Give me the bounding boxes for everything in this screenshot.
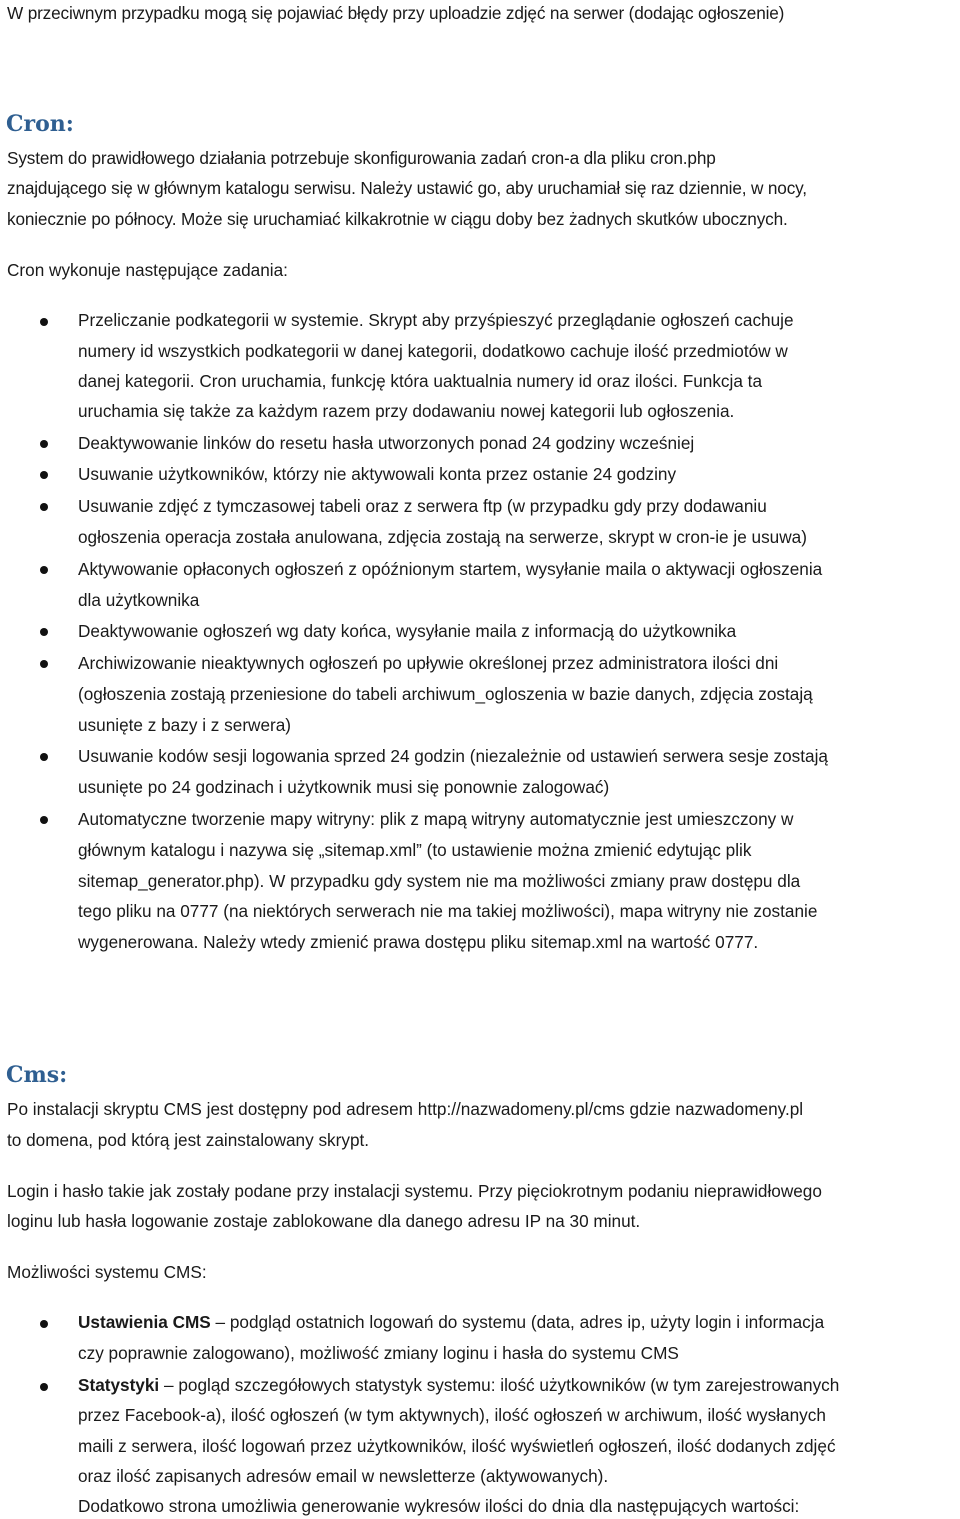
cron-task-line: Usuwanie kodów sesji logowania sprzed 24 godzin (niezależnie od ustawień serwera sesje zostają	[78, 746, 828, 766]
cron-task-line: usunięte z bazy i z serwera)	[78, 715, 292, 735]
cms-feature-title: Ustawienia CMS	[78, 1312, 211, 1332]
cms-login-line: loginu lub hasła logowanie zostaje zablokowane dla danego adresu IP na 30 minut.	[7, 1211, 641, 1231]
cms-feature-line: maili z serwera, ilość logowań przez użytkowników, ilość wyświetleń ogłoszeń, ilość dodanych zdjęć	[78, 1436, 836, 1456]
cron-intro-line: znajdującego się w głównym katalogu serwisu. Należy ustawić go, aby uruchamiał się raz dziennie, w nocy,	[7, 178, 807, 198]
bullet-icon	[40, 660, 48, 668]
cms-intro-line: to domena, pod którą jest zainstalowany skrypt.	[7, 1130, 370, 1150]
cron-intro-line: koniecznie po północy. Może się uruchamiać kilkakrotnie w ciągu doby bez żadnych skutków ubocznych.	[7, 209, 788, 229]
cms-heading: Cms:	[6, 1062, 68, 1088]
cms-feature-text: – pogląd szczegółowych statystyk systemu: ilość użytkowników (w tym zarejestrowanych	[159, 1375, 840, 1395]
bullet-icon	[40, 471, 48, 479]
cron-task-line: tego pliku na 0777 (na niektórych serwerach nie ma takiej możliwości), mapa witryny nie zostanie	[78, 901, 818, 921]
cron-task-line: numery id wszystkich podkategorii w danej kategorii, dodatkowo cachuje ilość przedmiotów w	[78, 341, 788, 361]
cron-task-line: Deaktywowanie ogłoszeń wg daty końca, wysyłanie maila z informacją do użytkownika	[78, 621, 737, 641]
cron-task-line: wygenerowana. Należy wtedy zmienić prawa dostępu pliku sitemap.xml na wartość 0777.	[78, 932, 759, 952]
upload-error-note: W przeciwnym przypadku mogą się pojawiać błędy przy uploadzie zdjęć na serwer (dodając ogłoszenie)	[7, 3, 785, 23]
cron-task-line: Archiwizowanie nieaktywnych ogłoszeń po upływie określonej przez administratora ilości dni	[78, 653, 779, 673]
cron-task-line: Automatyczne tworzenie mapy witryny: plik z mapą witryny automatycznie jest umieszczony w	[78, 809, 794, 829]
cms-feature-line	[78, 1312, 824, 1332]
cron-task-line: Usuwanie użytkowników, którzy nie aktywowali konta przez ostanie 24 godziny	[78, 464, 677, 484]
bullet-icon	[40, 503, 48, 511]
bullet-icon	[40, 816, 48, 824]
bullet-icon	[40, 318, 48, 326]
cron-task-line: usunięte po 24 godzinach i użytkownik musi się ponownie zalogować)	[78, 777, 610, 797]
cms-intro-line: Po instalacji skryptu CMS jest dostępny pod adresem http://nazwadomeny.pl/cms gdzie nazwadomeny.pl	[7, 1099, 804, 1119]
bullet-icon	[40, 628, 48, 636]
bullet-icon	[40, 566, 48, 574]
cron-task-line: danej kategorii. Cron uruchamia, funkcję która uaktualnia numery id oraz ilości. Funkcja ta	[78, 371, 763, 391]
cms-feature-text: – podgląd ostatnich logowań do systemu (data, adres ip, użyty login i informacja	[210, 1312, 825, 1332]
cron-intro-line: System do prawidłowego działania potrzebuje skonfigurowania zadań cron-a dla pliku cron.php	[7, 148, 716, 168]
cms-feature-line: czy poprawnie zalogowano), możliwość zmiany loginu i hasła do systemu CMS	[78, 1343, 679, 1363]
cms-feature-line: przez Facebook-a), ilość ogłoszeń (w tym aktywnych), ilość ogłoszeń w archiwum, ilość wysłanych	[78, 1405, 826, 1425]
cron-tasks-label: Cron wykonuje następujące zadania:	[7, 260, 288, 280]
cron-task-line: ogłoszenia operacja została anulowana, zdjęcia zostają na serwerze, skrypt w cron-ie je usuwa)	[78, 527, 807, 547]
cron-task-line: głównym katalogu i nazywa się „sitemap.xml” (to ustawienie można zmienić edytując plik	[78, 840, 752, 860]
cms-feature-line	[78, 1375, 839, 1395]
cron-task-line: dla użytkownika	[78, 590, 200, 610]
cms-features-label: Możliwości systemu CMS:	[7, 1262, 207, 1282]
bullet-icon	[40, 1383, 48, 1391]
cms-feature-line: oraz ilość zapisanych adresów email w newsletterze (aktywowanych).	[78, 1466, 609, 1486]
cron-task-line: Aktywowanie opłaconych ogłoszeń z opóźnionym startem, wysyłanie maila o aktywacji ogłoszenia	[78, 559, 823, 579]
cron-task-line: Usuwanie zdjęć z tymczasowej tabeli oraz z serwera ftp (w przypadku gdy przy dodawaniu	[78, 496, 767, 516]
bullet-icon	[40, 1320, 48, 1328]
cron-task-line: Przeliczanie podkategorii w systemie. Skrypt aby przyśpieszyć przeglądanie ogłoszeń cachuje	[78, 310, 794, 330]
cms-login-line: Login i hasło takie jak zostały podane przy instalacji systemu. Przy pięciokrotnym podaniu nieprawidłowego	[7, 1181, 822, 1201]
cron-task-line: uruchamia się także za każdym razem przy dodawaniu nowej kategorii lub ogłoszenia.	[78, 401, 735, 421]
cron-task-line: Deaktywowanie linków do resetu hasła utworzonych ponad 24 godziny wcześniej	[78, 433, 695, 453]
cms-feature-line: Dodatkowo strona umożliwia generowanie wykresów ilości do dnia dla następujących wartości:	[78, 1496, 800, 1516]
cron-task-line: (ogłoszenia zostają przeniesione do tabeli archiwum_ogloszenia w bazie danych, zdjęcia zostają	[78, 684, 813, 704]
cron-task-line: sitemap_generator.php). W przypadku gdy system nie ma możliwości zmiany praw dostępu dla	[78, 871, 801, 891]
bullet-icon	[40, 753, 48, 761]
cms-feature-title: Statystyki	[78, 1375, 160, 1395]
cron-heading: Cron:	[6, 111, 74, 137]
bullet-icon	[40, 440, 48, 448]
